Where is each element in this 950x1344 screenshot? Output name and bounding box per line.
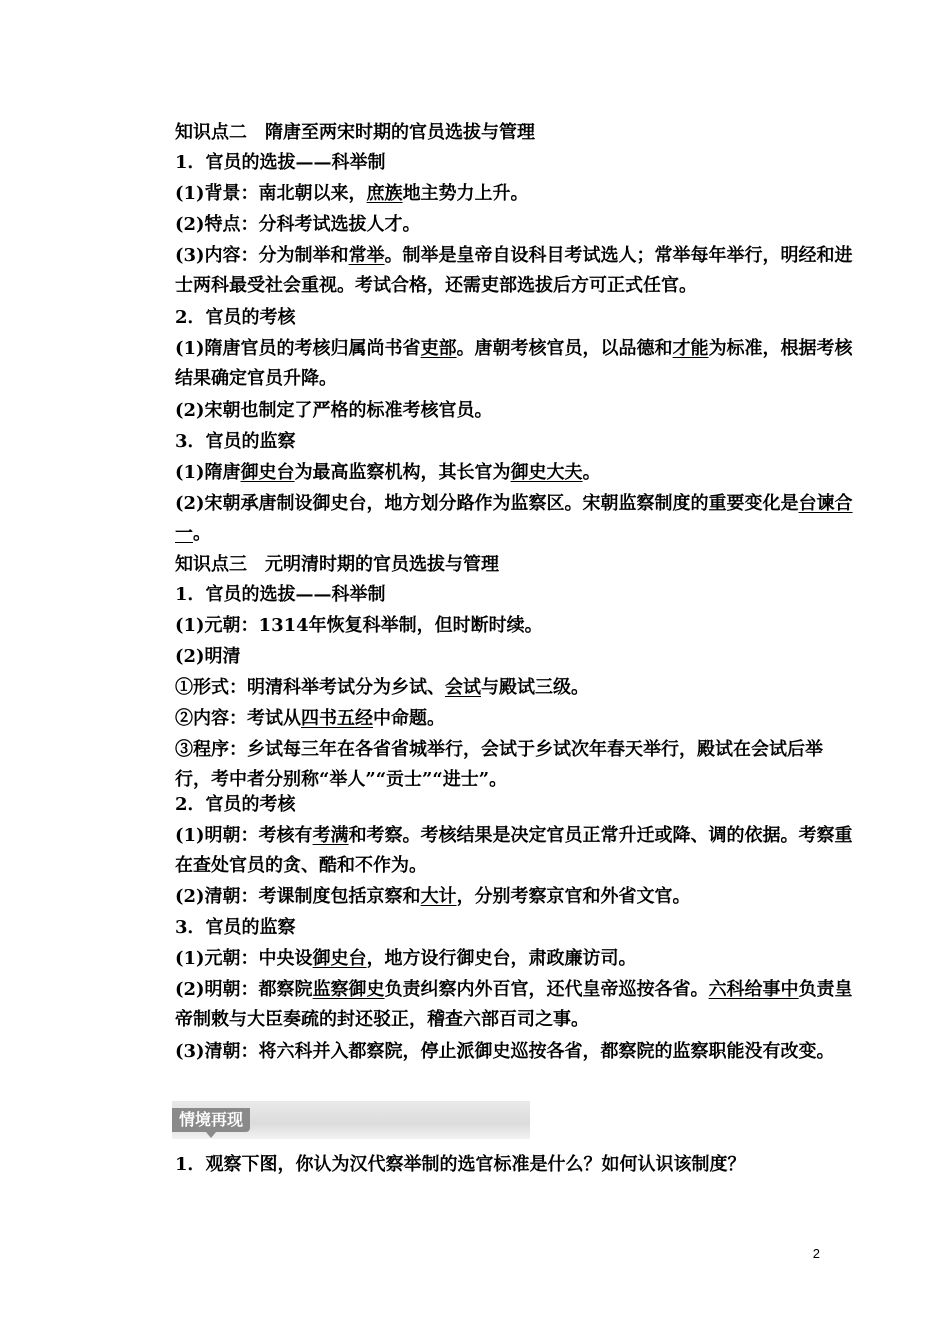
underlined-keyword: 大计	[420, 886, 457, 907]
paragraph-exam-content: ②内容：考试从四书五经中命题。	[175, 708, 445, 729]
underlined-keyword: 监察御史	[312, 979, 385, 1000]
underlined-keyword: 御史台	[312, 948, 367, 969]
underlined-keyword: 六科给事中	[708, 979, 799, 1000]
paragraph-yuan-supervision: (1)元朝：中央设御史台，地方设行御史台，肃政廉访司。	[175, 948, 637, 969]
paragraph-ming-qing: (2)明清	[175, 646, 241, 667]
paragraph-yuan-selection: (1)元朝：1314年恢复科举制，但时断时续。	[175, 615, 543, 636]
underlined-keyword: 御史台	[240, 462, 295, 483]
underlined-keyword: 考满	[312, 825, 349, 846]
subheading-assessment-2: 2．官员的考核	[175, 794, 296, 815]
page-number: 2	[812, 1246, 820, 1261]
underlined-keyword: 会试	[445, 677, 481, 698]
subheading-supervision-2: 3．官员的监察	[175, 917, 296, 938]
underlined-keyword: 才能	[672, 338, 709, 359]
subheading-selection: 1．官员的选拔——科举制	[175, 152, 386, 173]
underlined-keyword: 四书五经	[301, 708, 373, 729]
paragraph-ming-supervision: (2)明朝：都察院监察御史负责纠察内外百官，还代皇帝巡按各省。六科给事中负责皇帝制敕与大臣奏疏的封还驳正，稽查六部百司之事。	[175, 979, 853, 1030]
question-1: 1．观察下图，你认为汉代察举制的选官标准是什么？如何认识该制度？	[175, 1154, 746, 1175]
paragraph-features: (2)特点：分科考试选拔人才。	[175, 214, 421, 235]
paragraph-content: (3)内容：分为制举和常举。制举是皇帝自设科目考试选人；常举每年举行，明经和进士两科最受社会重视。考试合格，还需吏部选拔后方可正式任官。	[175, 245, 853, 296]
subheading-supervision: 3．官员的监察	[175, 431, 296, 452]
underlined-keyword: 庶族	[366, 183, 403, 204]
paragraph-song-supervision: (2)宋朝承唐制设御史台，地方划分路作为监察区。宋朝监察制度的重要变化是台谏合一。	[175, 493, 853, 544]
scenario-banner	[172, 1101, 530, 1139]
section-heading-3: 知识点三 元明清时期的官员选拔与管理	[175, 554, 499, 575]
subheading-selection-2: 1．官员的选拔——科举制	[175, 584, 386, 605]
paragraph-sui-tang-supervision: (1)隋唐御史台为最高监察机构，其长官为御史大夫。	[175, 462, 601, 483]
underlined-keyword: 常举	[348, 245, 385, 266]
paragraph-qing-assessment: (2)清朝：考课制度包括京察和大计，分别考察京官和外省文官。	[175, 886, 691, 907]
banner-label: 情境再现	[178, 1110, 243, 1129]
paragraph-song-assessment: (2)宋朝也制定了严格的标准考核官员。	[175, 400, 493, 421]
paragraph-ming-assessment: (1)明朝：考核有考满和考察。考核结果是决定官员正常升迁或降、调的依据。考察重在查处官员的贪、酷和不作为。	[175, 825, 853, 876]
paragraph-background: (1)背景：南北朝以来，庶族地主势力上升。	[175, 183, 529, 204]
paragraph-sui-tang-assessment: (1)隋唐官员的考核归属尚书省吏部。唐朝考核官员，以品德和才能为标准，根据考核结果确定官员升降。	[175, 338, 853, 389]
underlined-keyword: 御史大夫	[510, 462, 583, 483]
underlined-keyword: 吏部	[420, 338, 457, 359]
paragraph-procedure: ③程序：乡试每三年在各省省城举行，会试于乡试次年春天举行，殿试在会试后举行，考中者分别称“举人”“贡士”“进士”。	[175, 739, 823, 790]
subheading-assessment: 2．官员的考核	[175, 307, 296, 328]
paragraph-form: ①形式：明清科举考试分为乡试、会试与殿试三级。	[175, 677, 589, 698]
underlined-keyword: 台谏合一	[175, 493, 853, 544]
paragraph-qing-supervision: (3)清朝：将六科并入都察院，停止派御史巡按各省，都察院的监察职能没有改变。	[175, 1041, 835, 1062]
section-heading-2: 知识点二 隋唐至两宋时期的官员选拔与管理	[175, 122, 535, 143]
